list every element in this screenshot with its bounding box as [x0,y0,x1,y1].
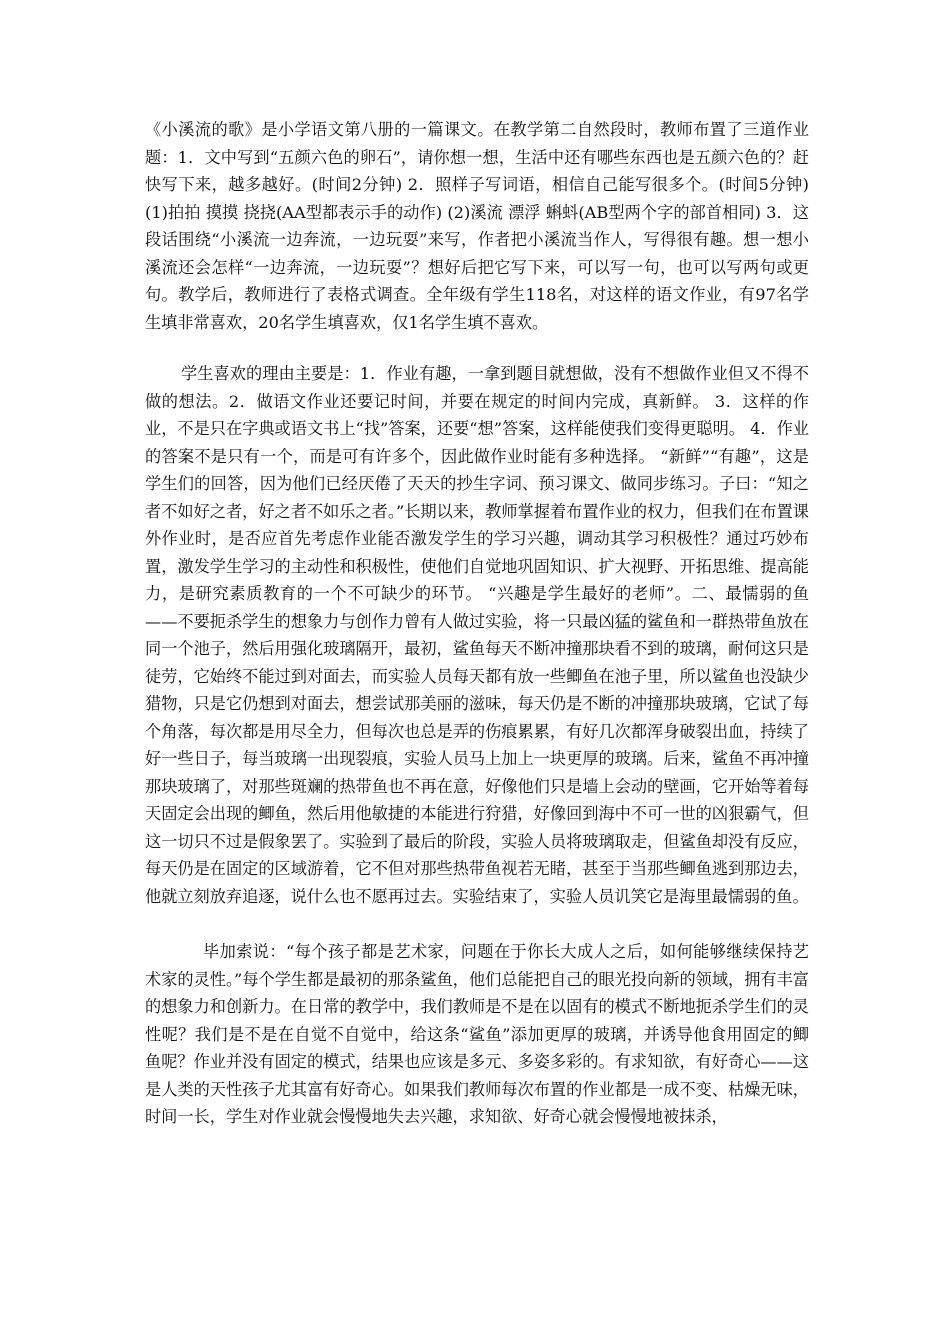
paragraph-picasso-quote: 毕加索说：“每个孩子都是艺术家，问题在于你长大成人之后，如何能够继续保持艺术家的灵性。”每个学生都是最初的那条鲨鱼，他们总能把自己的眼光投向新的领域，拥有丰富的想象力和创新力。在日常的教学中，我们教师是不是在以固有的模式不断地扼杀学生们的灵性呢？我们是不是在自觉不自觉中，给这条“鲨鱼”添加更厚的玻璃，并诱导他食用固定的鲫鱼呢？作业并没有固定的模式，结果也应该是多元、多姿多彩的。有求知欲，有好奇心——这是人类的天性孩子尤其富有好奇心。如果我们教师每次布置的作业都是一成不变、枯燥无味，时间一长，学生对作业就会慢慢地失去兴趣，求知欲、好奇心就会慢慢地被抹杀， [145,942,809,1126]
document-body [145,116,809,1131]
paragraph-spacer [145,336,809,360]
paragraph-lesson-homework: 《小溪流的歌》是小学语文第八册的一篇课文。在教学第二自然段时，教师布置了三道作业题：1．文中写到“五颜六色的卵石”，请你想一想，生活中还有哪些东西也是五颜六色的？赶快写下来，越多越好。(时间2分钟) 2．照样子写词语，相信自己能写很多个。(时间5分钟) (1)拍拍 摸摸 挠挠(AA型都表示手的动作) (2)溪流 漂浮 蝌蚪(AB型两个字的部首相同) 3．这段话围绕“小溪流一边奔流，一边玩耍”来写，作者把小溪流当作人，写得很有趣。想一想小溪流还会怎样“一边奔流，一边玩耍”？想好后把它写下来，可以写一句，也可以写两句或更句。教学后，教师进行了表格式调查。全年级有学生118名，对这样的语文作业，有97名学生填非常喜欢，20名学生填喜欢，仅1名学生填不喜欢。 [145,120,809,332]
paragraph-student-reasons: 学生喜欢的理由主要是：1．作业有趣，一拿到题目就想做，没有不想做作业但又不得不做的想法。2．做语文作业还要记时间，并要在规定的时间内完成，真新鲜。 3．这样的作业，不是只在字典或语文书上“找”答案，还要“想”答案，这样能使我们变得更聪明。 4．作业的答案不是只有一个，而是可有许多个，因此做作业时能有多种选择。 “新鲜”“有趣”，这是学生们的回答，因为他们已经厌倦了天天的抄生字词、预习课文、做同步练习。子曰：“知之者不如好之者，好之者不如乐之者。”长期以来，教师掌握着布置作业的权力，但我们在布置课外作业时，是否应首先考虑作业能否激发学生的学习兴趣，调动其学习积极性？通过巧妙布置，激发学生学习的主动性和积极性，使他们自觉地巩固知识、扩大视野、开拓思维、提高能力，是研究素质教育的一个不可缺少的环节。 “兴趣是学生最好的老师”。二、最懦弱的鱼——不要扼杀学生的想象力与创作力曾有人做过实验，将一只最凶猛的鲨鱼和一群热带鱼放在同一个池子，然后用强化玻璃隔开，最初，鲨鱼每天不断冲撞那块看不到的玻璃，耐何这只是徒劳，它始终不能过到对面去，而实验人员每天都有放一些鲫鱼在池子里，所以鲨鱼也没缺少猎物，只是它仍想到对面去，想尝试那美丽的滋味，每天仍是不断的冲撞那块玻璃，它试了每个角落，每次都是用尽全力，但每次也总是弄的伤痕累累，有好几次都浑身破裂出血，持续了好一些日子，每当玻璃一出现裂痕，实验人员马上加上一块更厚的玻璃。后来，鲨鱼不再冲撞那块玻璃了，对那些斑斓的热带鱼也不再在意，好像他们只是墙上会动的壁画，它开始等着每天固定会出现的鲫鱼，然后用他敏捷的本能进行狩猎，好像回到海中不可一世的凶狠霸气，但这一切只不过是假象罢了。实验到了最后的阶段，实验人员将玻璃取走，但鲨鱼却没有反应，每天仍是在固定的区域游着，它不但对那些热带鱼视若无睹，甚至于当那些鲫鱼逃到那边去，他就立刻放弃追逐，说什么也不愿再过去。实验结束了，实验人员讥笑它是海里最懦弱的鱼。 [145,364,809,906]
paragraph-spacer [145,910,809,938]
